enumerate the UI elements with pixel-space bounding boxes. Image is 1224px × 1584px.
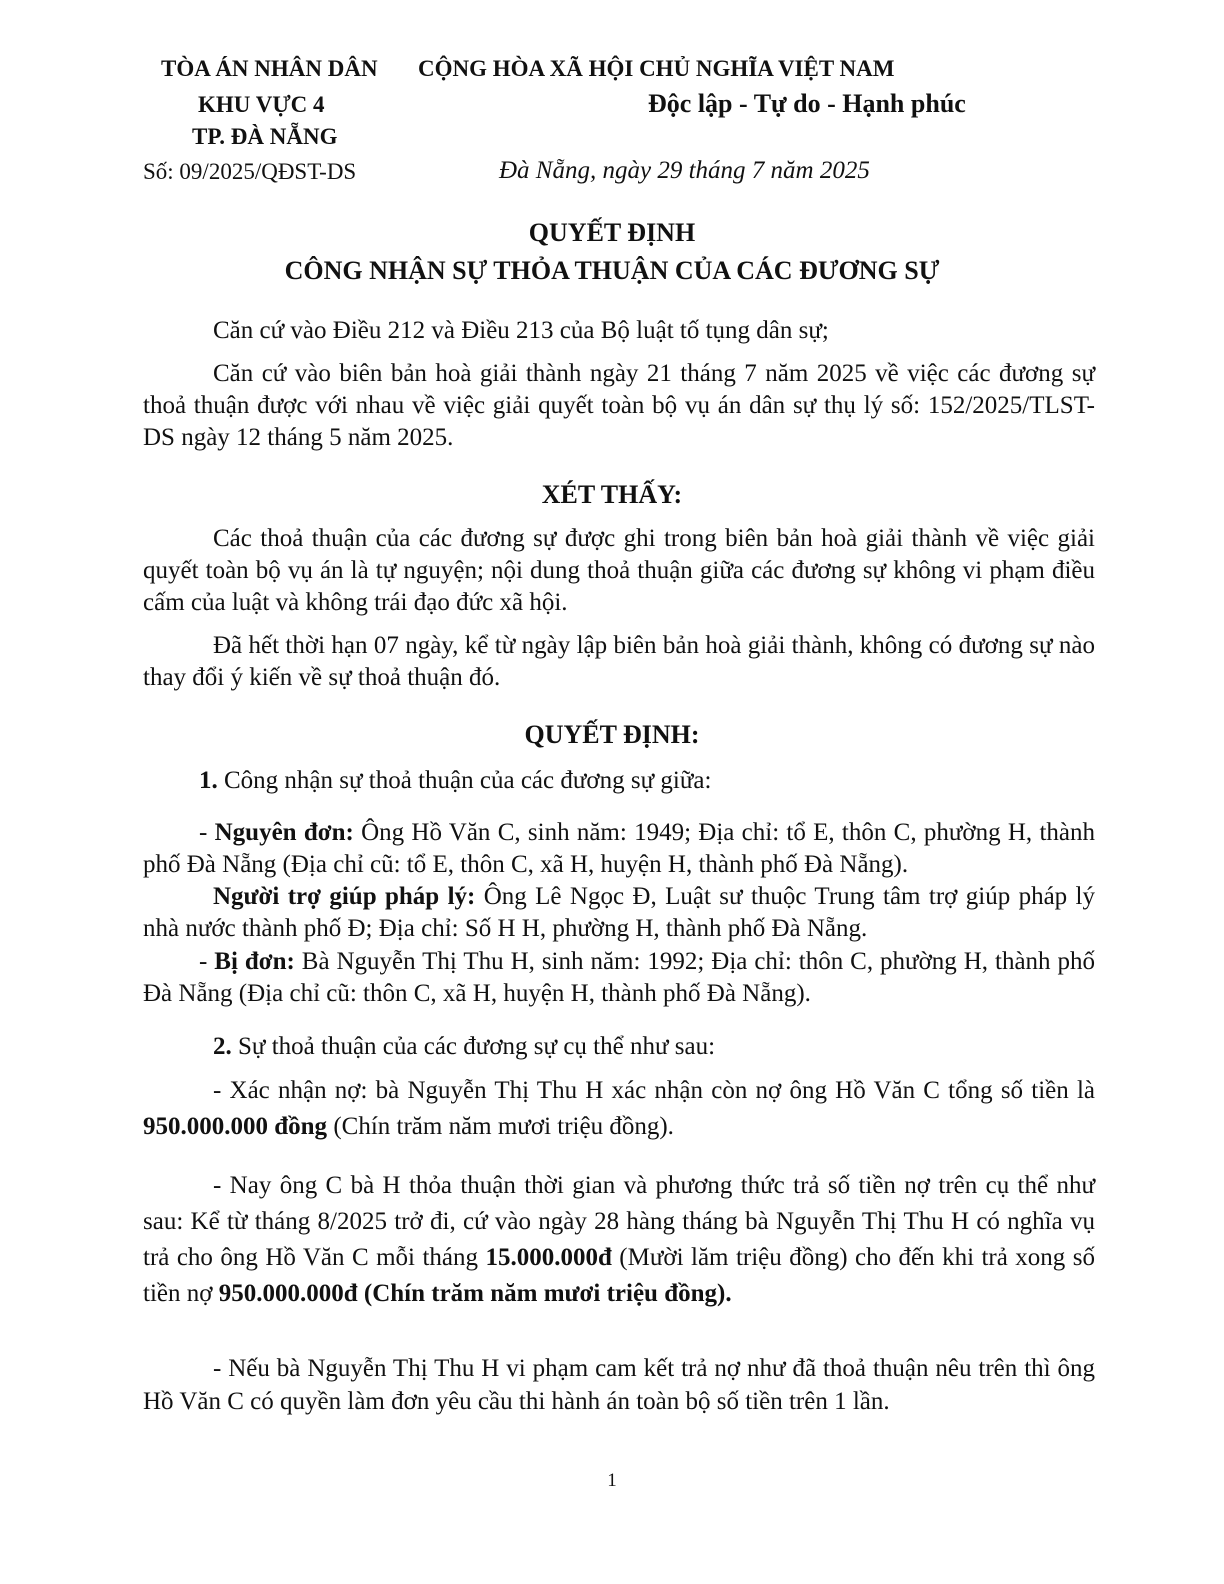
- decision-item-1: [143, 764, 1095, 797]
- defendant-text: Bà Nguyễn Thị Thu H, sinh năm: 1992; Địa chỉ: thôn C, phường H, thành phố Đà Nẵng (Địa chỉ cũ: thôn C, xã H, huyện H, thành phố Đà Nẵng).: [143, 948, 1095, 1007]
- document-title: QUYẾT ĐỊNH: [528, 218, 696, 247]
- page-number: 1: [607, 1470, 617, 1491]
- nation-name: CỘNG HÒA XÃ HỘI CHỦ NGHĨA VIỆT NAM: [418, 56, 895, 81]
- court-name: TÒA ÁN NHÂN DÂN: [161, 56, 378, 81]
- debt-amount: 950.000.000 đồng: [143, 1113, 328, 1140]
- legal-aid-text: Ông Lê Ngọc Đ, Luật sư thuộc Trung tâm trợ giúp pháp lý nhà nước thành phố Đ; Địa chỉ: Số H H, phường H, thành phố Đà Nẵng.: [143, 883, 1095, 942]
- item-1-text: Công nhận sự thoả thuận của các đương sự giữa:: [217, 767, 712, 794]
- findings-paragraph-1: Các thoả thuận của các đương sự được ghi trong biên bản hoà giải thành về việc giải quyết toàn bộ vụ án là tự nguyện; nội dung thoả thuận giữa các đương sự không vi phạm điều cấm của luật và không trái đạo đức xã hội.: [143, 525, 1095, 616]
- monthly-amount: 15.000.000đ: [485, 1244, 612, 1271]
- national-motto: Độc lập - Tự do - Hạnh phúc: [648, 89, 966, 118]
- defendant-paragraph: [143, 946, 1095, 1010]
- findings-heading: XÉT THẤY:: [541, 480, 683, 509]
- court-region: KHU VỰC 4: [198, 92, 325, 117]
- findings-paragraph-2: Đã hết thời hạn 07 ngày, kể từ ngày lập biên bản hoà giải thành, không có đương sự nào thay đổi ý kiến về sự thoả thuận đó.: [143, 632, 1095, 691]
- place-date: Đà Nẵng, ngày 29 tháng 7 năm 2025: [499, 157, 870, 184]
- decision-number: Số: 09/2025/QĐST-DS: [143, 159, 357, 184]
- plaintiff-paragraph: [143, 817, 1095, 881]
- decision-heading: QUYẾT ĐỊNH:: [524, 720, 700, 749]
- item-1-number: 1.: [199, 767, 218, 794]
- defendant-dash: -: [199, 948, 215, 975]
- legal-aid-label: Người trợ giúp pháp lý:: [213, 883, 476, 910]
- debt-text-a: - Xác nhận nợ: bà Nguyễn Thị Thu H xác nhận còn nợ ông Hồ Văn C tổng số tiền là: [213, 1077, 1095, 1104]
- legal-aid-paragraph: [143, 881, 1095, 945]
- item-2-number: 2.: [213, 1033, 232, 1060]
- basis-paragraph-1: Căn cứ vào Điều 212 và Điều 213 của Bộ luật tố tụng dân sự;: [213, 317, 829, 344]
- plaintiff-text: Ông Hồ Văn C, sinh năm: 1949; Địa chỉ: tổ E, thôn C, phường H, thành phố Đà Nẵng (Địa chỉ cũ: tổ E, thôn C, xã H, huyện H, thành phố Đà Nẵng).: [143, 819, 1095, 878]
- decision-item-2: [143, 1030, 1095, 1063]
- debt-text-b: (Chín trăm năm mươi triệu đồng).: [327, 1113, 674, 1140]
- court-city: TP. ĐÀ NẴNG: [192, 124, 338, 149]
- total-amount: 950.000.000đ (Chín trăm năm mươi triệu đồng).: [218, 1280, 732, 1307]
- document-subtitle: CÔNG NHẬN SỰ THỎA THUẬN CỦA CÁC ĐƯƠNG SỰ: [284, 256, 940, 285]
- payment-text-b: (Mười lăm triệu đồng) cho đến khi trả xong số tiền nợ: [143, 1244, 1095, 1307]
- basis-paragraph-2: Căn cứ vào biên bản hoà giải thành ngày 21 tháng 7 năm 2025 về việc các đương sự thoả thuận được với nhau về việc giải quyết toàn bộ vụ án dân sự thụ lý số: 152/2025/TLST-DS ngày 12 tháng 5 năm 2025.: [143, 360, 1095, 451]
- item-2-text: Sự thoả thuận của các đương sự cụ thể như sau:: [231, 1033, 716, 1060]
- defendant-label: Bị đơn:: [214, 948, 295, 975]
- payment-terms-paragraph: [143, 1168, 1095, 1312]
- breach-paragraph: - Nếu bà Nguyễn Thị Thu H vi phạm cam kết trả nợ như đã thoả thuận nêu trên thì ông Hồ Văn C có quyền làm đơn yêu cầu thi hành án toàn bộ số tiền trên 1 lần.: [143, 1355, 1095, 1415]
- payment-text-a: - Nay ông C bà H thỏa thuận thời gian và phương thức trả số tiền nợ trên cụ thể như sau: Kể từ tháng 8/2025 trở đi, cứ vào ngày 28 hàng tháng bà Nguyễn Thị Thu H có nghĩa vụ trả cho ông Hồ Văn C mỗi tháng: [143, 1172, 1095, 1271]
- plaintiff-dash: -: [199, 819, 215, 846]
- plaintiff-label: Nguyên đơn:: [214, 819, 354, 846]
- debt-confirmation-paragraph: [143, 1073, 1095, 1145]
